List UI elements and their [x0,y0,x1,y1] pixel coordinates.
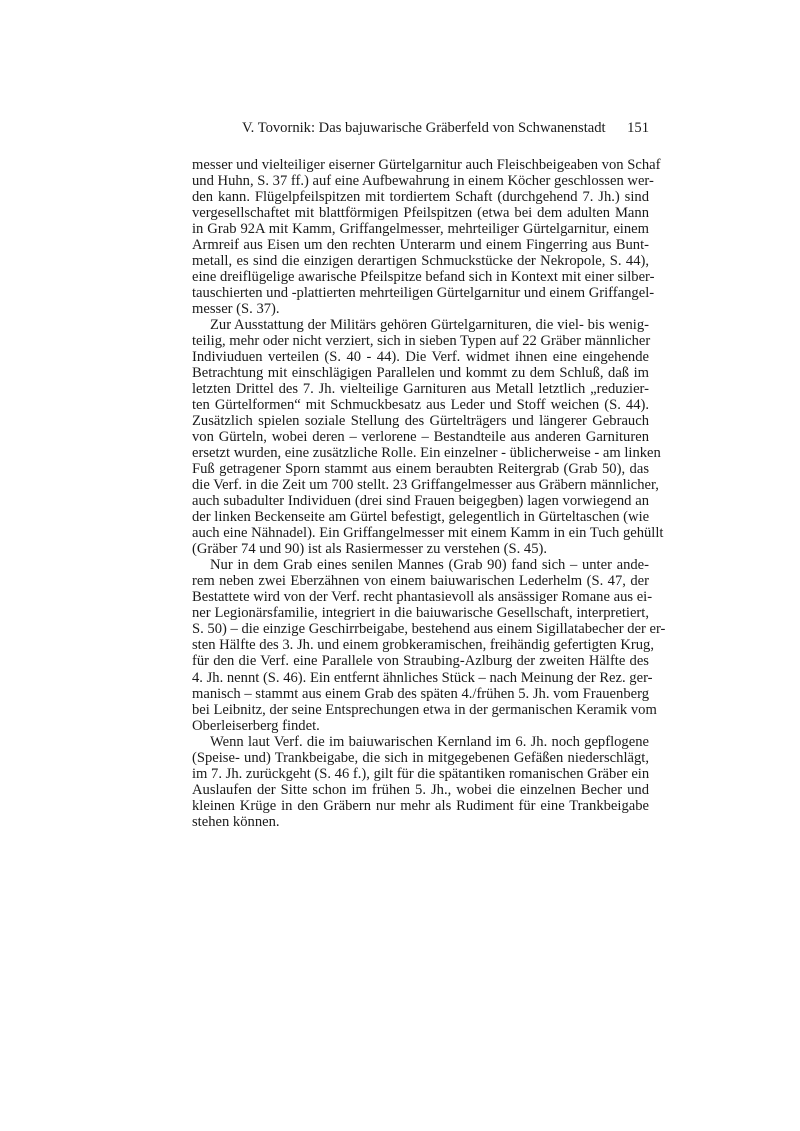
text-line: messer und vielteiliger eiserner Gürtelgarnitur auch Fleischbeigeaben von Schaf [192,157,661,173]
text-line: manisch – stammt aus einem Grab des späten 4./frühen 5. Jh. vom Frauenberg [192,685,649,702]
text-line: eine dreiflügelige awarische Pfeilspitze befand sich in Kontext mit einer silber- [192,269,655,286]
text-line: metall, es sind die einzigen derartigen Schmuckstücke der Nekropole, S. 44), [192,253,649,270]
text-line: S. 50) – die einzige Geschirrbeigabe, bestehend aus einem Sigillatabecher der er- [192,621,666,638]
text-line: (Gräber 74 und 90) ist als Rasiermesser zu verstehen (S. 45). [192,541,548,558]
text-line: teilig, mehr oder nicht verziert, sich in sieben Typen auf 22 Gräber männlicher [192,333,651,350]
page-number: 151 [627,120,649,136]
text-line: rem neben zwei Eberzähnen von einem baiuwarischen Lederhelm (S. 47, der [192,573,649,590]
text-line: für den die Verf. eine Parallele von Straubing-Azlburg der zweiten Hälfte des [192,653,649,670]
paragraph [192,317,664,558]
text-line: 4. Jh. nennt (S. 46). Ein entfernt ähnliches Stück – nach Meinung der Rez. ger- [192,669,653,686]
body-text [192,157,666,830]
text-line: Nur in dem Grab eines senilen Mannes (Grab 90) fand sich – unter ande- [210,557,649,574]
text-line: Indiviuduen verteilen (S. 40 - 44). Die Verf. widmet ihnen eine eingehende [192,349,649,366]
text-line: tauschierten und -plattierten mehrteiligen Gürtelgarnitur und einem Griffangel- [192,285,655,302]
text-line: stehen können. [192,813,280,830]
text-line: auch subadulter Individuen (drei sind Frauen beigegben) lagen vorwiegend an [192,493,649,510]
text-line: vergesellschaftet mit blattförmigen Pfeilspitzen (etwa bei dem adulten Mann [192,205,649,222]
text-line: letzten Drittel des 7. Jh. vielteilige Garnituren aus Metall letztlich „reduzier- [192,381,649,398]
text-line: Armreif aus Eisen um den rechten Unterarm und einem Fingerring aus Bunt- [192,237,649,254]
text-line: ten Gürtelformen“ mit Schmuckbesatz aus Leder und Stoff weichen (S. 44). [192,397,649,414]
running-title: V. Tovornik: Das bajuwarische Gräberfeld von Schwanenstadt [242,120,606,136]
text-line: Bestattete wird von der Verf. recht phantasievoll als ansässiger Romane aus ei- [192,589,653,606]
text-line: Fuß getragener Sporn stammt aus einem beraubten Reitergrab (Grab 50), das [192,461,649,478]
text-line: Zusätzlich spielen soziale Stellung des Gürtelträgers und längerer Gebrauch [192,413,649,430]
paragraph [192,734,649,830]
text-line: Wenn laut Verf. die im baiuwarischen Kernland im 6. Jh. noch gepflogene [210,733,649,750]
text-line: die Verf. in die Zeit um 700 stellt. 23 Griffangelmesser aus Gräbern männlicher, [192,477,659,494]
text-line: und Huhn, S. 37 ff.) auf eine Aufbewahrung in einem Köcher geschlossen wer- [192,173,654,190]
text-line: den kann. Flügelpfeilspitzen mit tordiertem Schaft (durchgehend 7. Jh.) sind [192,189,649,206]
text-line: Auslaufen der Sitte schon im frühen 5. Jh., wobei die einzelnen Becher und [192,781,649,798]
text-line: im 7. Jh. zurückgeht (S. 46 f.), gilt für die spätantiken romanischen Gräber ein [192,765,650,782]
paragraph [192,557,666,734]
text-line: von Gürteln, wobei deren – verlorene – Bestandteile aus anderen Garnituren [192,429,649,446]
text-line: Oberleiserberg findet. [192,717,320,734]
text-line: (Speise- und) Trankbeigabe, die sich in mitgegebenen Gefäßen niederschlägt, [192,749,649,766]
text-line: ersetzt wurden, eine zusätzliche Rolle. Ein einzelner - üblicherweise - am linken [192,445,661,462]
text-line: Betrachtung mit einschlägigen Parallelen und kommt zu dem Schluß, daß im [192,365,649,382]
text-line: der linken Beckenseite am Gürtel befestigt, gelegentlich in Gürteltaschen (wie [192,509,650,526]
text-line: ner Legionärsfamilie, integriert in die baiuwarische Gesellschaft, interpretiert, [192,605,649,622]
text-line: bei Leibnitz, der seine Entsprechungen etwa in der germanischen Keramik vom [192,701,657,718]
text-line: kleinen Krüge in den Gräbern nur mehr als Rudiment für eine Trankbeigabe [192,797,649,814]
paragraph [192,157,661,318]
text-line: Zur Ausstattung der Militärs gehören Gürtelgarnituren, die viel- bis wenig- [210,317,649,334]
text-line: in Grab 92A mit Kamm, Griffangelmesser, mehrteiliger Gürtelgarnitur, einem [192,221,649,238]
text-line: sten Hälfte des 3. Jh. und einem grobkeramischen, freihändig gefertigten Krug, [192,637,654,654]
text-line: auch eine Nähnadel). Ein Griffangelmesser mit einem Kamm in ein Tuch gehüllt [192,525,664,542]
running-header [192,119,649,137]
text-line: messer (S. 37). [192,301,280,318]
